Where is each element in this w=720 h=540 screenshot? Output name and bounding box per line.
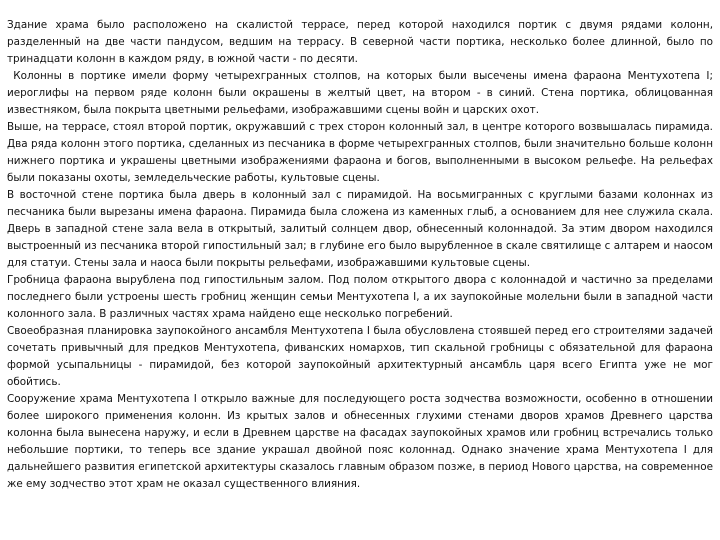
paragraph-2: Колонны в портике имели форму четырехгранных столпов, на которых были высечены имена фараона Ментухотепа I; иероглифы на первом ряде колонн были окрашены в желтый цвет, на втором - в синий. Стена портика, облицованная известняком, была покрыта цветными рельефами, изображавшими сцены войн и царских охот.	[7, 70, 713, 116]
document-body	[7, 17, 713, 493]
paragraph-4: В восточной стене портика была дверь в колонный зал с пирамидой. На восьмигранных с круглыми базами колоннах из песчаника были вырезаны имена фараона. Пирамида была сложена из каменных глыб, а основанием для нее служила скала. Дверь в западной стене зала вела в открытый, залитый солнцем двор, обнесенный колоннадой. За этим двором находился выстроенный из песчаника второй гипостильный зал; в глубине его было вырубленное в скале святилище с алтарем и наосом для статуи. Стены зала и наоса были покрыты рельефами, изображавшими культовые сцены.	[7, 189, 713, 269]
paragraph-1: Здание храма было расположено на скалистой террасе, перед которой находился портик с двумя рядами колонн, разделенный на две части пандусом, ведшим на террасу. В северной части портика, несколько более длинной, было по тринадцати колонн в каждом ряду, в южной части - по десяти.	[7, 19, 713, 65]
paragraph-7: Сооружение храма Ментухотепа I открыло важные для последующего роста зодчества возможности, особенно в отношении более широкого применения колонн. Из крытых залов и обнесенных глухими стенами дворов храмов Древнего царства колонна была вынесена наружу, и если в Древнем царстве на фасадах заупокойных храмов или гробниц встречались только небольшие портики, то теперь все здание украшал двойной пояс колоннад. Однако значение храма Ментухотепа I для дальнейшего развития египетской архитектуры сказалось главным образом позже, в период Нового царства, на современное же ему зодчество этот храм не оказал существенного влияния.	[7, 393, 713, 490]
paragraph-6: Своеобразная планировка заупокойного ансамбля Ментухотепа I была обусловлена стоявшей перед его строителями задачей сочетать привычный для предков Ментухотепа, фиванских номархов, тип скальной гробницы с обязательной для фараона формой усыпальницы - пирамидой, без которой заупокойный архитектурный ансамбль царя всего Египта уже не мог обойтись.	[7, 325, 713, 388]
paragraph-5: Гробница фараона вырублена под гипостильным залом. Под полом открытого двора с колоннадой и частично за пределами последнего были устроены шесть гробниц женщин семьи Ментухотепа I, а их заупокойные молельни были в западной части колонного зала. В различных частях храма найдено еще несколько погребений.	[7, 274, 713, 320]
paragraph-3: Выше, на террасе, стоял второй портик, окружавший с трех сторон колонный зал, в центре которого возвышалась пирамида. Два ряда колонн этого портика, сделанных из песчаника в форме четырехгранных столпов, были значительно больше колонн нижнего портика и украшены цветными изображениями фараона и богов, выполненными в высоком рельефе. На рельефах были показаны охоты, земледельческие работы, культовые сцены.	[7, 121, 713, 184]
